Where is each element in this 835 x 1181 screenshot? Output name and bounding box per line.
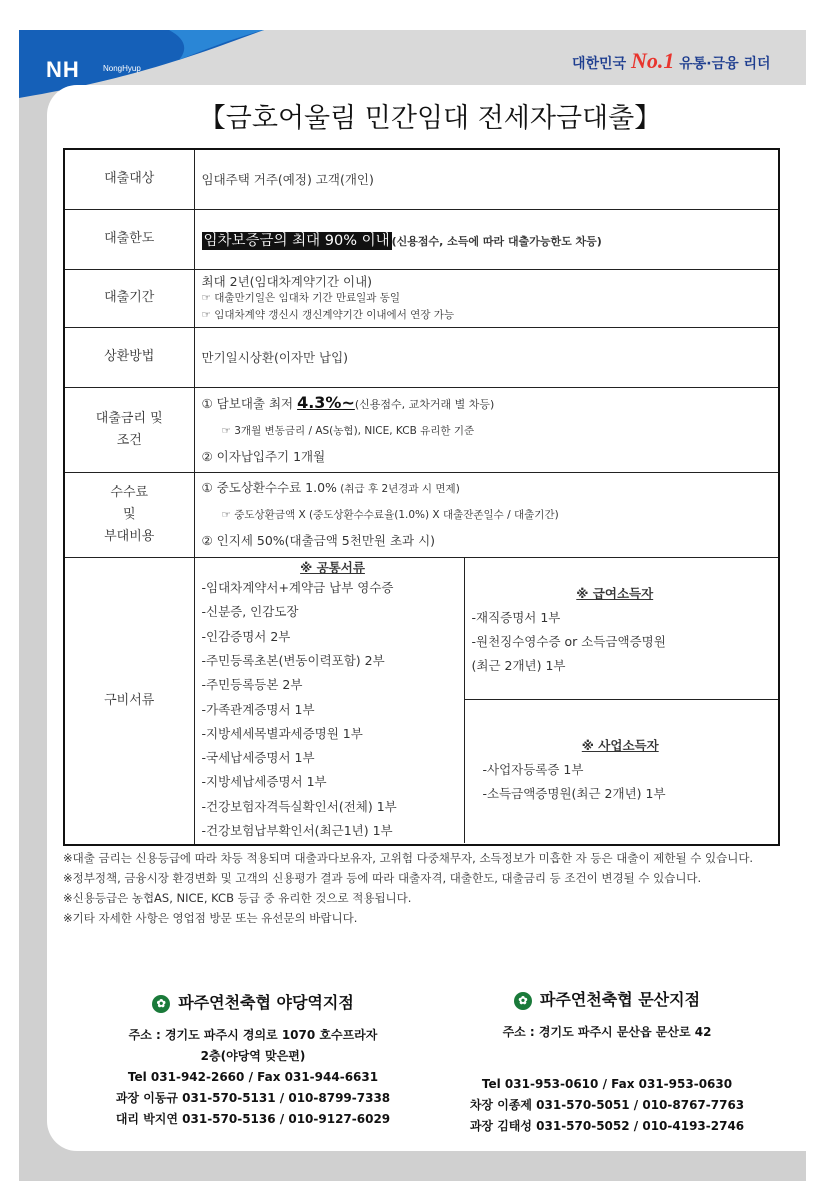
table-row-repay: [64, 327, 779, 387]
branch-tel: Tel 031-942-2660 / Fax 031-944-6631: [127, 1070, 379, 1084]
branch-contact: 차장 이종제 031-570-5051 / 010-8767-7763: [469, 1098, 745, 1112]
cooperative-logo-icon: ✿: [152, 995, 170, 1013]
branch-name: ✿ 파주연천축협 야당역지점: [88, 990, 418, 1013]
label-fee: 수수료 및 부대비용: [64, 472, 194, 557]
common-docs-list: [195, 558, 465, 843]
salary-docs-heading: ※ 급여소득자: [576, 586, 654, 602]
list-item: -인감증명서 2부: [201, 628, 291, 644]
rate-line-2: ② 이자납입주기 1개월: [201, 448, 326, 464]
list-item: -소득금액증명원(최근 2개년) 1부: [482, 786, 666, 802]
table-row-limit: [64, 209, 779, 269]
nh-logo-text: NH: [46, 57, 80, 82]
branch-address: 주소 : 경기도 파주시 경의로 1070 호수프라자: [128, 1028, 378, 1042]
nh-logo-subtext: NongHyup: [103, 64, 141, 73]
list-item: -원천징수영수증 or 소득금액증명원: [471, 634, 666, 650]
business-docs-heading: ※ 사업소득자: [581, 738, 659, 754]
label-docs: 구비서류: [64, 557, 194, 845]
list-item: -건강보험자격득실확인서(전체) 1부: [201, 798, 397, 814]
list-item: -신분증, 인감도장: [201, 604, 299, 620]
common-docs-heading: ※ 공통서류: [300, 560, 365, 576]
value-repay: 만기일시상환(이자만 납입): [194, 327, 779, 387]
value-fee: [194, 472, 779, 557]
table-row-docs: [64, 557, 779, 845]
cooperative-logo-icon: ✿: [514, 992, 532, 1010]
rate-note: ☞ 3개월 변동금리 / AS(농협), NICE, KCB 유리한 기준: [221, 424, 475, 437]
list-item: -임대차계약서+계약금 납부 영수증: [201, 580, 394, 596]
list-item: -사업자등록증 1부: [482, 762, 584, 778]
label-repay: 상환방법: [64, 327, 194, 387]
branch-contact: 대리 박지연 031-570-5136 / 010-9127-6029: [115, 1112, 391, 1126]
table-row-target: [64, 149, 779, 209]
branch-contact: 과장 김태성 031-570-5052 / 010-4193-2746: [469, 1119, 745, 1133]
branch-contact: 과장 이동규 031-570-5131 / 010-8799-7338: [115, 1091, 391, 1105]
value-target: 임대주택 거주(예정) 고객(개인): [194, 149, 779, 209]
label-rate: 대출금리 및 조건: [64, 387, 194, 472]
rate-value: 4.3%~: [297, 392, 355, 412]
list-item: (최근 2개년) 1부: [471, 658, 566, 674]
slogan-no1: No.1: [630, 48, 675, 73]
slogan: 대한민국 No.1 유통·금융 리더: [572, 48, 771, 73]
footnote: ※정부정책, 금융시장 환경변화 및 고객의 신용평가 결과 등에 따라 대출자격, 대출한도, 대출금리 등 조건이 변경될 수 있습니다.: [63, 871, 702, 885]
list-item: -주민등록등본 2부: [201, 677, 303, 693]
footnotes: [63, 848, 783, 928]
table-row-fee: [64, 472, 779, 557]
loan-info-table: [63, 148, 780, 846]
value-docs: [194, 557, 779, 845]
branch-tel: Tel 031-953-0610 / Fax 031-953-0630: [481, 1077, 733, 1091]
limit-condition: (신용점수, 소득에 따라 대출가능한도 차등): [391, 234, 602, 248]
label-target: 대출대상: [64, 149, 194, 209]
list-item: -국세납세증명서 1부: [201, 750, 315, 766]
salary-docs-list: [465, 558, 779, 700]
fee-line-2: ② 인지세 50%(대출금액 5천만원 초과 시): [201, 533, 436, 548]
rate-line-1: ① 담보대출 최저 4.3%~(신용점수, 교차거래 별 차등): [201, 392, 495, 412]
branch-munsan: [432, 987, 782, 1137]
list-item: -지방세납세증명서 1부: [201, 774, 327, 790]
value-rate: [194, 387, 779, 472]
value-limit: [194, 209, 779, 269]
label-limit: 대출한도: [64, 209, 194, 269]
fee-line-1: ① 중도상환수수료 1.0% (취급 후 2년경과 시 면제): [201, 480, 460, 495]
business-docs-list: [465, 700, 779, 843]
table-row-rate: [64, 387, 779, 472]
label-period: 대출기간: [64, 269, 194, 327]
branch-address-2: 2층(야당역 맞은편): [200, 1049, 306, 1063]
fee-note: ☞ 중도상환금액 X (중도상환수수료율(1.0%) X 대출잔존일수 / 대출기간): [221, 509, 559, 521]
list-item: -지방세세목별과세증명원 1부: [201, 725, 363, 741]
list-item: -가족관계증명서 1부: [201, 701, 315, 717]
period-max: 최대 2년(임대차계약기간 이내): [201, 273, 373, 289]
list-item: -주민등록초본(변동이력포함) 2부: [201, 653, 385, 668]
footnote: ※신용등급은 농협AS, NICE, KCB 등급 중 유리한 것으로 적용됩니다.: [63, 891, 412, 905]
page-title: 【금호어울림 민간임대 전세자금대출】: [198, 103, 662, 134]
period-note-1: ☞ 대출만기일은 임대차 기간 만료일과 동일: [201, 291, 401, 304]
table-row-period: [64, 269, 779, 327]
list-item: -재직증명서 1부: [471, 610, 561, 626]
branch-name: ✿ 파주연천축협 문산지점: [432, 987, 782, 1010]
period-note-2: ☞ 임대차계약 갱신시 갱신계약기간 이내에서 연장 가능: [201, 308, 455, 321]
footnote: ※기타 자세한 사항은 영업점 방문 또는 유선문의 바랍니다.: [63, 911, 358, 925]
value-period: [194, 269, 779, 327]
branch-yadang: [88, 990, 418, 1130]
footnote: ※대출 금리는 신용등급에 따라 차등 적용되며 대출과다보유자, 고위험 다중채무자, 소득정보가 미흡한 자 등은 대출이 제한될 수 있습니다.: [63, 851, 754, 865]
limit-highlight: 임차보증금의 최대 90% 이내: [203, 232, 390, 249]
list-item: -건강보험납부확인서(최근1년) 1부: [201, 823, 393, 839]
branch-address: 주소 : 경기도 파주시 문산읍 문산로 42: [502, 1025, 712, 1039]
